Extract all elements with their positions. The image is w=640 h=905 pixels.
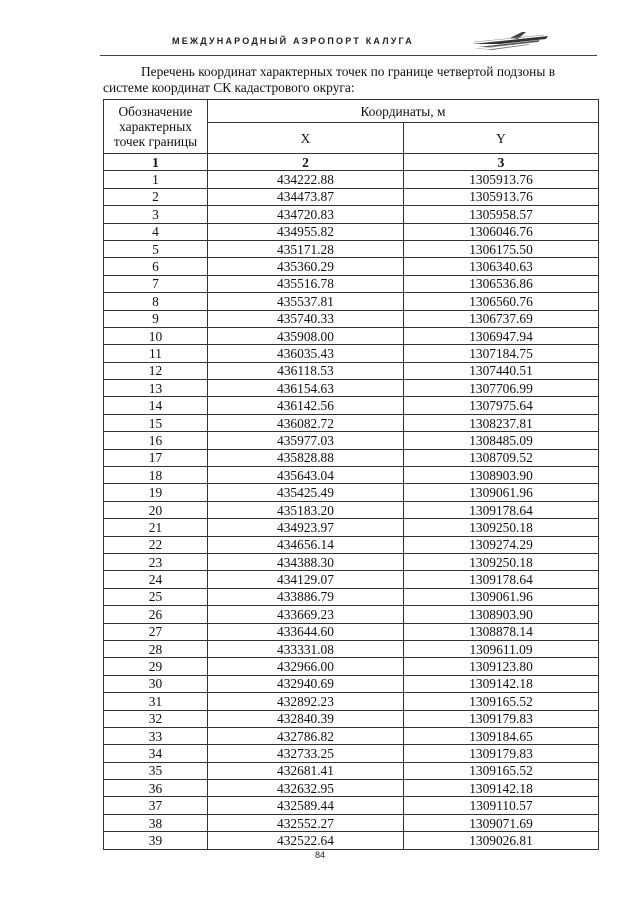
point-number-cell: 4 bbox=[104, 223, 208, 240]
x-coordinate-cell: 434222.88 bbox=[208, 171, 404, 188]
x-coordinate-cell: 435537.81 bbox=[208, 293, 404, 310]
point-number-cell: 21 bbox=[104, 519, 208, 536]
table-row bbox=[104, 171, 599, 188]
header-divider bbox=[100, 55, 597, 56]
column-number: 1 bbox=[104, 154, 208, 171]
point-number-cell: 28 bbox=[104, 640, 208, 657]
y-coordinate-cell: 1309071.69 bbox=[404, 814, 599, 831]
column-header-y: Y bbox=[404, 123, 599, 154]
x-coordinate-cell: 433644.60 bbox=[208, 623, 404, 640]
y-coordinate-cell: 1306560.76 bbox=[404, 293, 599, 310]
y-coordinate-cell: 1306340.63 bbox=[404, 258, 599, 275]
point-number-cell: 34 bbox=[104, 745, 208, 762]
point-number-cell: 37 bbox=[104, 797, 208, 814]
point-number-cell: 30 bbox=[104, 675, 208, 692]
point-number-cell: 38 bbox=[104, 814, 208, 831]
airplane-logo-icon bbox=[470, 30, 550, 52]
y-coordinate-cell: 1309178.64 bbox=[404, 571, 599, 588]
y-coordinate-cell: 1309274.29 bbox=[404, 536, 599, 553]
table-row bbox=[104, 745, 599, 762]
x-coordinate-cell: 432589.44 bbox=[208, 797, 404, 814]
table-row bbox=[104, 345, 599, 362]
point-number-cell: 8 bbox=[104, 293, 208, 310]
y-coordinate-cell: 1307184.75 bbox=[404, 345, 599, 362]
x-coordinate-cell: 435977.03 bbox=[208, 432, 404, 449]
x-coordinate-cell: 434923.97 bbox=[208, 519, 404, 536]
x-coordinate-cell: 435740.33 bbox=[208, 310, 404, 327]
table-row bbox=[104, 710, 599, 727]
y-coordinate-cell: 1309250.18 bbox=[404, 519, 599, 536]
point-number-cell: 39 bbox=[104, 832, 208, 849]
y-coordinate-cell: 1308709.52 bbox=[404, 449, 599, 466]
x-coordinate-cell: 434656.14 bbox=[208, 536, 404, 553]
x-coordinate-cell: 432733.25 bbox=[208, 745, 404, 762]
coordinates-table bbox=[103, 99, 599, 850]
point-number-cell: 25 bbox=[104, 588, 208, 605]
table-row bbox=[104, 362, 599, 379]
page-number: 84 bbox=[314, 850, 325, 860]
table-row bbox=[104, 449, 599, 466]
x-coordinate-cell: 434473.87 bbox=[208, 188, 404, 205]
table-row bbox=[104, 536, 599, 553]
point-number-cell: 1 bbox=[104, 171, 208, 188]
x-coordinate-cell: 432840.39 bbox=[208, 710, 404, 727]
point-number-cell: 16 bbox=[104, 432, 208, 449]
table-row bbox=[104, 553, 599, 570]
x-coordinate-cell: 432966.00 bbox=[208, 658, 404, 675]
table-row bbox=[104, 623, 599, 640]
x-coordinate-cell: 434388.30 bbox=[208, 553, 404, 570]
table-row bbox=[104, 571, 599, 588]
y-coordinate-cell: 1308878.14 bbox=[404, 623, 599, 640]
intro-line-2: системе координат СК кадастрового округа: bbox=[103, 80, 355, 95]
y-coordinate-cell: 1306536.86 bbox=[404, 275, 599, 292]
point-number-cell: 6 bbox=[104, 258, 208, 275]
y-coordinate-cell: 1309165.52 bbox=[404, 762, 599, 779]
table-row bbox=[104, 206, 599, 223]
table-row bbox=[104, 397, 599, 414]
intro-line-1: Перечень координат характерных точек по границе четвертой подзоны в bbox=[141, 64, 556, 79]
point-number-cell: 20 bbox=[104, 501, 208, 518]
y-coordinate-cell: 1308237.81 bbox=[404, 414, 599, 431]
y-coordinate-cell: 1309110.57 bbox=[404, 797, 599, 814]
y-coordinate-cell: 1309178.64 bbox=[404, 501, 599, 518]
point-number-cell: 33 bbox=[104, 727, 208, 744]
x-coordinate-cell: 436082.72 bbox=[208, 414, 404, 431]
point-number-cell: 36 bbox=[104, 780, 208, 797]
table-row bbox=[104, 223, 599, 240]
y-coordinate-cell: 1305958.57 bbox=[404, 206, 599, 223]
y-coordinate-cell: 1308485.09 bbox=[404, 432, 599, 449]
point-number-cell: 14 bbox=[104, 397, 208, 414]
table-row bbox=[104, 275, 599, 292]
x-coordinate-cell: 435171.28 bbox=[208, 240, 404, 257]
point-number-cell: 22 bbox=[104, 536, 208, 553]
header-title: МЕЖДУНАРОДНЫЙ АЭРОПОРТ КАЛУГА bbox=[172, 36, 414, 46]
x-coordinate-cell: 432892.23 bbox=[208, 693, 404, 710]
y-coordinate-cell: 1309123.80 bbox=[404, 658, 599, 675]
y-coordinate-cell: 1308903.90 bbox=[404, 606, 599, 623]
y-coordinate-cell: 1309165.52 bbox=[404, 693, 599, 710]
column-numbers-row bbox=[104, 154, 599, 171]
y-coordinate-cell: 1305913.76 bbox=[404, 171, 599, 188]
table-row bbox=[104, 832, 599, 849]
point-number-cell: 18 bbox=[104, 467, 208, 484]
x-coordinate-cell: 432552.27 bbox=[208, 814, 404, 831]
x-coordinate-cell: 433886.79 bbox=[208, 588, 404, 605]
y-coordinate-cell: 1309250.18 bbox=[404, 553, 599, 570]
point-number-cell: 13 bbox=[104, 380, 208, 397]
x-coordinate-cell: 435516.78 bbox=[208, 275, 404, 292]
point-number-cell: 23 bbox=[104, 553, 208, 570]
x-coordinate-cell: 432940.69 bbox=[208, 675, 404, 692]
page-header bbox=[100, 30, 600, 54]
x-coordinate-cell: 435360.29 bbox=[208, 258, 404, 275]
table-row bbox=[104, 188, 599, 205]
point-number-cell: 5 bbox=[104, 240, 208, 257]
point-number-cell: 7 bbox=[104, 275, 208, 292]
table-row bbox=[104, 293, 599, 310]
x-coordinate-cell: 433669.23 bbox=[208, 606, 404, 623]
table-row bbox=[104, 588, 599, 605]
y-coordinate-cell: 1305913.76 bbox=[404, 188, 599, 205]
x-coordinate-cell: 433331.08 bbox=[208, 640, 404, 657]
table-row bbox=[104, 762, 599, 779]
y-coordinate-cell: 1307706.99 bbox=[404, 380, 599, 397]
x-coordinate-cell: 435643.04 bbox=[208, 467, 404, 484]
y-coordinate-cell: 1306046.76 bbox=[404, 223, 599, 240]
table-row bbox=[104, 606, 599, 623]
point-number-cell: 11 bbox=[104, 345, 208, 362]
x-coordinate-cell: 436154.63 bbox=[208, 380, 404, 397]
column-header-designation: Обозначение характерных точек границы bbox=[104, 100, 208, 154]
point-number-cell: 9 bbox=[104, 310, 208, 327]
y-coordinate-cell: 1309061.96 bbox=[404, 484, 599, 501]
column-number: 2 bbox=[208, 154, 404, 171]
x-coordinate-cell: 435425.49 bbox=[208, 484, 404, 501]
point-number-cell: 15 bbox=[104, 414, 208, 431]
intro-text bbox=[103, 64, 597, 96]
x-coordinate-cell: 434955.82 bbox=[208, 223, 404, 240]
y-coordinate-cell: 1309061.96 bbox=[404, 588, 599, 605]
y-coordinate-cell: 1307975.64 bbox=[404, 397, 599, 414]
table-row bbox=[104, 310, 599, 327]
x-coordinate-cell: 434720.83 bbox=[208, 206, 404, 223]
y-coordinate-cell: 1309611.09 bbox=[404, 640, 599, 657]
table-row bbox=[104, 675, 599, 692]
x-coordinate-cell: 435183.20 bbox=[208, 501, 404, 518]
table-row bbox=[104, 467, 599, 484]
table-row bbox=[104, 327, 599, 344]
x-coordinate-cell: 436035.43 bbox=[208, 345, 404, 362]
y-coordinate-cell: 1309142.18 bbox=[404, 780, 599, 797]
x-coordinate-cell: 435828.88 bbox=[208, 449, 404, 466]
table-row bbox=[104, 432, 599, 449]
y-coordinate-cell: 1308903.90 bbox=[404, 467, 599, 484]
y-coordinate-cell: 1309142.18 bbox=[404, 675, 599, 692]
point-number-cell: 32 bbox=[104, 710, 208, 727]
table-row bbox=[104, 484, 599, 501]
point-number-cell: 2 bbox=[104, 188, 208, 205]
x-coordinate-cell: 432786.82 bbox=[208, 727, 404, 744]
y-coordinate-cell: 1306947.94 bbox=[404, 327, 599, 344]
table-row bbox=[104, 501, 599, 518]
table-row bbox=[104, 797, 599, 814]
table-row bbox=[104, 693, 599, 710]
table-row bbox=[104, 414, 599, 431]
y-coordinate-cell: 1309026.81 bbox=[404, 832, 599, 849]
point-number-cell: 10 bbox=[104, 327, 208, 344]
point-number-cell: 27 bbox=[104, 623, 208, 640]
column-header-x: X bbox=[208, 123, 404, 154]
x-coordinate-cell: 436142.56 bbox=[208, 397, 404, 414]
table-row bbox=[104, 380, 599, 397]
point-number-cell: 29 bbox=[104, 658, 208, 675]
table-row bbox=[104, 258, 599, 275]
table-row bbox=[104, 519, 599, 536]
x-coordinate-cell: 432632.95 bbox=[208, 780, 404, 797]
x-coordinate-cell: 436118.53 bbox=[208, 362, 404, 379]
y-coordinate-cell: 1306175.50 bbox=[404, 240, 599, 257]
point-number-cell: 26 bbox=[104, 606, 208, 623]
point-number-cell: 24 bbox=[104, 571, 208, 588]
column-header-coordinates: Координаты, м bbox=[208, 100, 599, 123]
table-row bbox=[104, 658, 599, 675]
x-coordinate-cell: 432522.64 bbox=[208, 832, 404, 849]
y-coordinate-cell: 1309179.83 bbox=[404, 745, 599, 762]
point-number-cell: 3 bbox=[104, 206, 208, 223]
table-row bbox=[104, 640, 599, 657]
table-row bbox=[104, 814, 599, 831]
x-coordinate-cell: 432681.41 bbox=[208, 762, 404, 779]
y-coordinate-cell: 1309184.65 bbox=[404, 727, 599, 744]
y-coordinate-cell: 1307440.51 bbox=[404, 362, 599, 379]
point-number-cell: 12 bbox=[104, 362, 208, 379]
column-number: 3 bbox=[404, 154, 599, 171]
x-coordinate-cell: 435908.00 bbox=[208, 327, 404, 344]
point-number-cell: 35 bbox=[104, 762, 208, 779]
table-row bbox=[104, 727, 599, 744]
point-number-cell: 19 bbox=[104, 484, 208, 501]
x-coordinate-cell: 434129.07 bbox=[208, 571, 404, 588]
table-body bbox=[104, 171, 599, 849]
table-row bbox=[104, 240, 599, 257]
y-coordinate-cell: 1306737.69 bbox=[404, 310, 599, 327]
point-number-cell: 17 bbox=[104, 449, 208, 466]
y-coordinate-cell: 1309179.83 bbox=[404, 710, 599, 727]
table-row bbox=[104, 780, 599, 797]
point-number-cell: 31 bbox=[104, 693, 208, 710]
